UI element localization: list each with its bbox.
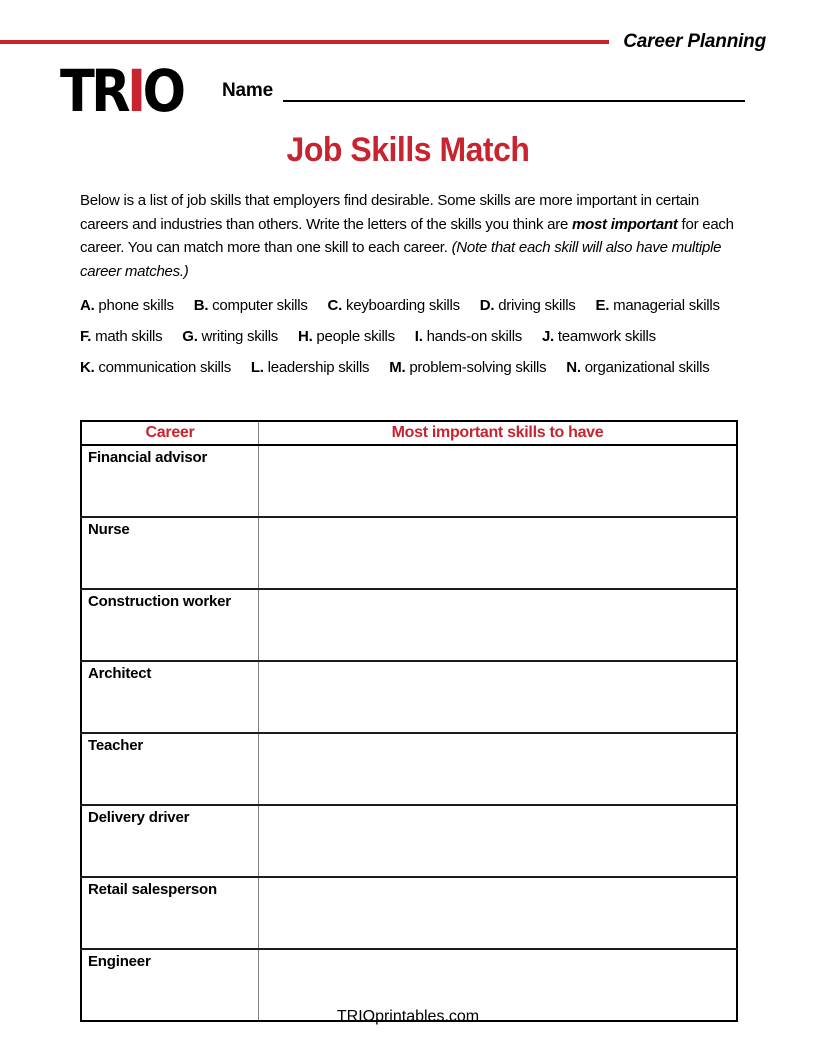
skill-letter: G. <box>182 328 198 345</box>
table-row-nurse <box>81 517 737 589</box>
intro-run-3: for each career. You can match more than one skill to each career. <box>80 215 734 256</box>
name-label: Name <box>222 80 273 101</box>
skill-label: keyboarding skills <box>345 297 460 314</box>
skill-letter: A. <box>80 297 95 314</box>
skills-column-header: Most important skills to have <box>259 421 738 445</box>
skill-item-n <box>566 359 709 376</box>
skill-item-i <box>415 328 522 345</box>
skill-label: teamwork skills <box>557 328 656 345</box>
skill-label: leadership skills <box>267 359 370 376</box>
skills-row-3 <box>80 358 760 378</box>
table-row-delivery-driver <box>81 805 737 877</box>
career-cell: Nurse <box>81 517 259 589</box>
trio-logo <box>60 57 183 125</box>
skill-label: people skills <box>316 328 395 345</box>
skill-label: math skills <box>95 328 163 345</box>
career-cell: Delivery driver <box>81 805 259 877</box>
skill-label: managerial skills <box>613 297 720 314</box>
answer-cell[interactable] <box>259 877 738 949</box>
logo-text-tr: TR <box>60 57 128 125</box>
intro-run-2-emphasis: most important <box>571 215 678 233</box>
career-cell: Retail salesperson <box>81 877 259 949</box>
table-row-construction-worker <box>81 589 737 661</box>
skill-letter: H. <box>297 328 313 345</box>
table-row-architect <box>81 661 737 733</box>
skill-letter: B. <box>193 297 209 314</box>
intro-run-1: Below is a list of job skills that employers find desirable. Some skills are more important in certain careers and industries than others. Write the letters of the skills you think are <box>80 192 699 233</box>
skill-letter: M. <box>389 359 406 376</box>
skill-item-j <box>542 328 656 345</box>
skill-item-e <box>595 297 719 314</box>
logo-text-o: O <box>142 57 183 125</box>
skill-label: problem-solving skills <box>409 359 547 376</box>
skill-letter: D. <box>479 297 495 314</box>
skill-letter: N. <box>566 359 581 376</box>
skill-item-a <box>80 297 174 314</box>
intro-paragraph <box>80 189 742 283</box>
skill-label: writing skills <box>201 328 279 345</box>
table-row-retail-salesperson <box>81 877 737 949</box>
skill-item-h <box>298 328 395 345</box>
answer-cell[interactable] <box>259 805 738 877</box>
skill-letter: I. <box>414 328 423 345</box>
skill-item-g <box>182 328 278 345</box>
skill-letter: C. <box>327 297 343 314</box>
table-header-row <box>81 421 737 445</box>
intro-run-4-note: (Note that each skill will also have multiple career matches.) <box>80 239 722 280</box>
skill-label: driving skills <box>498 297 576 314</box>
page-title: Job Skills Match <box>286 131 530 169</box>
skill-item-d <box>480 297 576 314</box>
career-cell: Teacher <box>81 733 259 805</box>
answer-cell[interactable] <box>259 733 738 805</box>
footer-site-link: TRIOprintables.com <box>336 1008 480 1025</box>
skill-label: communication skills <box>98 359 231 376</box>
skill-item-b <box>194 297 308 314</box>
skill-letter: K. <box>80 359 95 376</box>
skill-letter: F. <box>80 328 92 345</box>
skill-label: phone skills <box>98 297 174 314</box>
answer-cell[interactable] <box>259 517 738 589</box>
skill-label: computer skills <box>212 297 308 314</box>
header-rule-line <box>0 40 609 44</box>
career-cell: Financial advisor <box>81 445 259 517</box>
skill-letter: J. <box>541 328 554 345</box>
skill-letter: L. <box>250 359 264 376</box>
skills-list <box>80 296 760 389</box>
name-input-line[interactable] <box>283 76 745 102</box>
answer-cell[interactable] <box>259 445 738 517</box>
logo-text-i: I <box>127 57 143 125</box>
table-row-teacher <box>81 733 737 805</box>
career-column-header: Career <box>81 421 259 445</box>
skills-row-1 <box>80 296 760 316</box>
career-cell: Engineer <box>81 949 259 1021</box>
skill-letter: E. <box>595 297 610 314</box>
skill-item-c <box>328 297 460 314</box>
career-cell: Architect <box>81 661 259 733</box>
skills-match-table <box>80 420 738 1022</box>
skill-item-l <box>251 359 369 376</box>
answer-cell[interactable] <box>259 589 738 661</box>
skill-item-m <box>389 359 546 376</box>
skill-item-f <box>80 328 162 345</box>
table-row-financial-advisor <box>81 445 737 517</box>
name-field <box>222 76 745 102</box>
category-label: Career Planning <box>623 31 766 52</box>
skill-label: hands-on skills <box>426 328 523 345</box>
skills-row-2 <box>80 327 760 347</box>
answer-cell[interactable] <box>259 661 738 733</box>
skill-label: organizational skills <box>584 359 710 376</box>
skill-item-k <box>80 359 231 376</box>
career-cell: Construction worker <box>81 589 259 661</box>
